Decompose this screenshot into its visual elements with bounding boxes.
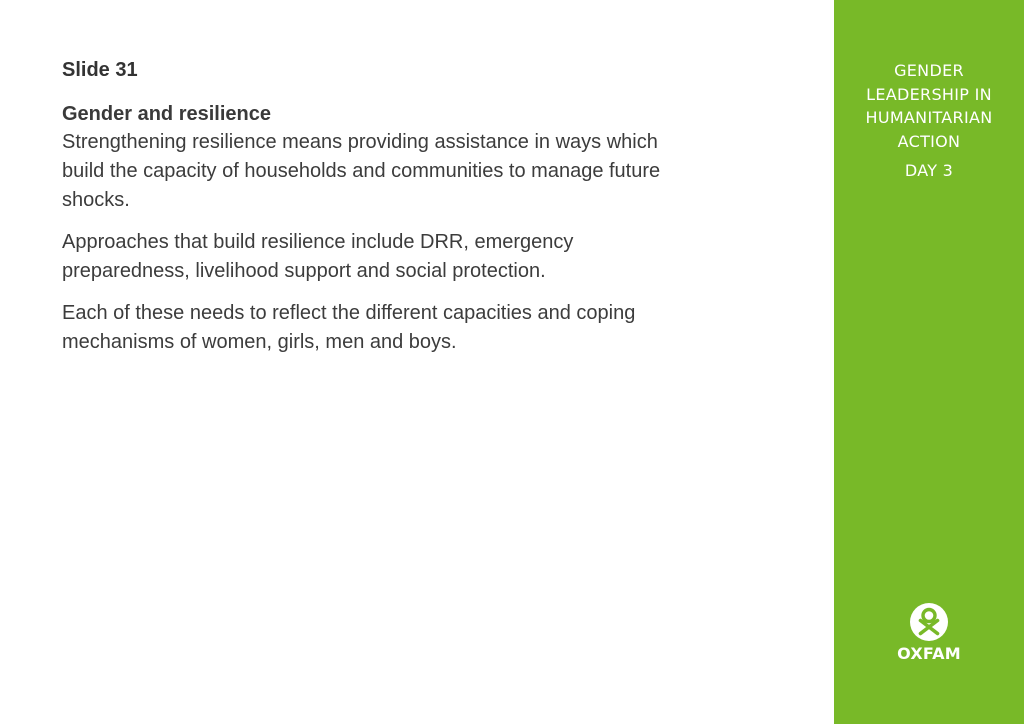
oxfam-logo-icon	[910, 603, 948, 641]
paragraph-approaches: Approaches that build resilience include DRR, emergency preparedness, livelihood support and social protection.	[62, 231, 574, 282]
course-title-line: LEADERSHIP IN	[866, 84, 992, 104]
course-title-line: HUMANITARIAN	[865, 108, 993, 127]
slide-number: Slide 31	[62, 59, 138, 81]
day-label: DAY 3	[904, 161, 954, 180]
course-title-line: GENDER	[894, 61, 964, 80]
slide-content	[62, 58, 662, 370]
green-sidebar	[834, 0, 1024, 724]
section-heading: Gender and resilience	[62, 103, 271, 125]
course-title	[834, 59, 1024, 153]
paragraph-capacities: Each of these needs to reflect the different capacities and coping mechanisms of women, girls, men and boys.	[62, 302, 636, 353]
paragraph-resilience-definition: Strengthening resilience means providing assistance in ways which build the capacity of households and communities to manage future shocks.	[62, 131, 661, 211]
oxfam-logo-text: OXFAM	[897, 644, 961, 663]
course-title-line: ACTION	[897, 131, 961, 151]
